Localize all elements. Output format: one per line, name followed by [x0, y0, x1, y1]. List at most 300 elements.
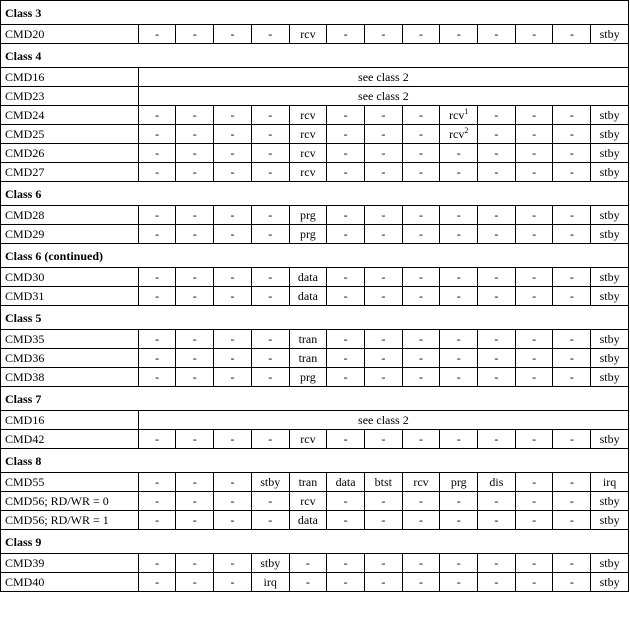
- state-cell: data: [289, 511, 327, 530]
- state-cell: -: [138, 206, 176, 225]
- state-cell: rcv: [402, 473, 440, 492]
- state-cell: -: [327, 144, 365, 163]
- state-cell: -: [214, 268, 252, 287]
- state-cell: prg: [289, 206, 327, 225]
- state-cell: -: [515, 349, 553, 368]
- class-header: Class 9: [1, 530, 629, 554]
- state-cell: -: [553, 492, 591, 511]
- state-cell: btst: [364, 473, 402, 492]
- command-cell: CMD25: [1, 125, 139, 144]
- state-cell: prg: [289, 368, 327, 387]
- table-row: [1, 330, 629, 349]
- state-cell: -: [440, 573, 478, 592]
- state-cell: -: [176, 492, 214, 511]
- command-cell: CMD39: [1, 554, 139, 573]
- state-cell: -: [553, 430, 591, 449]
- state-cell: -: [176, 473, 214, 492]
- state-cell: stby: [591, 349, 629, 368]
- state-cell: -: [176, 287, 214, 306]
- state-cell: -: [515, 106, 553, 125]
- see-class-cell: see class 2: [138, 411, 628, 430]
- state-cell: -: [402, 511, 440, 530]
- state-cell: -: [364, 268, 402, 287]
- state-cell: -: [402, 106, 440, 125]
- state-cell: -: [515, 163, 553, 182]
- command-cell: CMD16: [1, 411, 139, 430]
- state-cell: -: [138, 163, 176, 182]
- table-row: [1, 473, 629, 492]
- state-cell: -: [138, 287, 176, 306]
- table-row: [1, 87, 629, 106]
- state-cell: -: [327, 573, 365, 592]
- state-cell: -: [251, 287, 289, 306]
- state-cell: -: [402, 25, 440, 44]
- command-cell: CMD55: [1, 473, 139, 492]
- state-cell: -: [402, 430, 440, 449]
- class-header: Class 6 (continued): [1, 244, 629, 268]
- state-cell: -: [176, 125, 214, 144]
- state-cell: tran: [289, 330, 327, 349]
- state-cell: -: [364, 25, 402, 44]
- state-cell: -: [440, 368, 478, 387]
- state-cell: -: [214, 430, 252, 449]
- table-row: [1, 68, 629, 87]
- state-cell: -: [440, 163, 478, 182]
- state-cell: -: [440, 492, 478, 511]
- table-row: [1, 25, 629, 44]
- table-row: [1, 206, 629, 225]
- state-cell: -: [251, 125, 289, 144]
- state-cell: -: [214, 511, 252, 530]
- state-cell: -: [478, 511, 516, 530]
- table-body: [1, 1, 629, 592]
- state-cell: -: [214, 492, 252, 511]
- table-row: [1, 349, 629, 368]
- state-cell: stby: [591, 368, 629, 387]
- state-cell: stby: [591, 125, 629, 144]
- state-cell: -: [553, 268, 591, 287]
- state-cell: -: [251, 430, 289, 449]
- state-cell: -: [214, 330, 252, 349]
- state-cell: rcv: [289, 125, 327, 144]
- command-cell: CMD35: [1, 330, 139, 349]
- state-cell: dis: [478, 473, 516, 492]
- command-cell: CMD27: [1, 163, 139, 182]
- footnote-marker: 1: [464, 106, 469, 116]
- state-cell: -: [553, 206, 591, 225]
- state-cell: -: [515, 268, 553, 287]
- state-cell: -: [402, 349, 440, 368]
- command-cell: CMD56; RD/WR = 1: [1, 511, 139, 530]
- class-header-row: [1, 244, 629, 268]
- state-cell: -: [553, 330, 591, 349]
- state-cell: -: [553, 573, 591, 592]
- state-cell: -: [251, 163, 289, 182]
- state-cell: [440, 106, 478, 125]
- state-cell: -: [364, 144, 402, 163]
- state-cell: -: [478, 163, 516, 182]
- state-cell: -: [478, 554, 516, 573]
- state-cell: stby: [251, 473, 289, 492]
- state-cell: -: [553, 554, 591, 573]
- class-header-row: [1, 44, 629, 68]
- state-cell: -: [364, 430, 402, 449]
- class-header: Class 4: [1, 44, 629, 68]
- table-row: [1, 430, 629, 449]
- state-cell: -: [251, 206, 289, 225]
- command-cell: CMD20: [1, 25, 139, 44]
- state-cell: -: [553, 106, 591, 125]
- state-cell: -: [214, 106, 252, 125]
- state-cell: -: [214, 25, 252, 44]
- state-cell: -: [402, 573, 440, 592]
- state-cell: -: [364, 106, 402, 125]
- state-cell: -: [440, 144, 478, 163]
- state-cell: -: [553, 349, 591, 368]
- state-cell: -: [214, 225, 252, 244]
- command-cell: CMD36: [1, 349, 139, 368]
- state-cell: stby: [591, 573, 629, 592]
- state-cell: data: [289, 268, 327, 287]
- state-cell: stby: [591, 268, 629, 287]
- state-cell: -: [478, 125, 516, 144]
- class-header-row: [1, 182, 629, 206]
- state-cell: -: [440, 554, 478, 573]
- state-cell: -: [251, 368, 289, 387]
- state-cell: -: [138, 473, 176, 492]
- state-cell: -: [176, 368, 214, 387]
- state-cell: -: [176, 225, 214, 244]
- state-cell: -: [214, 573, 252, 592]
- state-cell: -: [214, 287, 252, 306]
- state-cell: -: [327, 349, 365, 368]
- table-row: [1, 163, 629, 182]
- state-cell: -: [402, 554, 440, 573]
- state-cell: -: [138, 554, 176, 573]
- see-class-cell: see class 2: [138, 68, 628, 87]
- state-cell: -: [515, 368, 553, 387]
- state-cell: -: [440, 430, 478, 449]
- class-header: Class 7: [1, 387, 629, 411]
- state-cell: -: [515, 287, 553, 306]
- state-cell: -: [553, 144, 591, 163]
- state-cell: -: [176, 25, 214, 44]
- state-cell: -: [138, 268, 176, 287]
- state-cell: -: [176, 330, 214, 349]
- table-row: [1, 268, 629, 287]
- state-cell: prg: [289, 225, 327, 244]
- state-cell: -: [327, 287, 365, 306]
- state-cell: -: [364, 206, 402, 225]
- state-cell: -: [327, 206, 365, 225]
- state-cell: -: [515, 25, 553, 44]
- class-header-row: [1, 449, 629, 473]
- state-cell: -: [478, 25, 516, 44]
- state-cell: stby: [591, 206, 629, 225]
- state-cell: -: [251, 511, 289, 530]
- state-cell: -: [364, 287, 402, 306]
- state-cell: stby: [591, 287, 629, 306]
- state-cell: -: [553, 25, 591, 44]
- state-cell: -: [553, 163, 591, 182]
- state-cell: -: [402, 125, 440, 144]
- state-cell: -: [402, 330, 440, 349]
- command-cell: CMD56; RD/WR = 0: [1, 492, 139, 511]
- state-cell: -: [515, 554, 553, 573]
- state-cell: stby: [591, 430, 629, 449]
- state-value: rcv: [449, 126, 465, 141]
- class-header: Class 5: [1, 306, 629, 330]
- state-cell: -: [327, 492, 365, 511]
- state-cell: -: [553, 287, 591, 306]
- class-header: Class 3: [1, 1, 629, 25]
- state-cell: data: [289, 287, 327, 306]
- state-cell: -: [138, 25, 176, 44]
- state-cell: -: [515, 473, 553, 492]
- command-cell: CMD23: [1, 87, 139, 106]
- command-cell: CMD24: [1, 106, 139, 125]
- state-cell: stby: [591, 492, 629, 511]
- state-cell: -: [176, 206, 214, 225]
- state-cell: -: [138, 106, 176, 125]
- command-cell: CMD40: [1, 573, 139, 592]
- state-cell: -: [138, 430, 176, 449]
- state-cell: -: [327, 511, 365, 530]
- state-cell: -: [176, 163, 214, 182]
- state-cell: tran: [289, 349, 327, 368]
- state-cell: -: [440, 206, 478, 225]
- class-header-row: [1, 306, 629, 330]
- state-cell: -: [402, 368, 440, 387]
- table-row: [1, 511, 629, 530]
- state-cell: -: [251, 268, 289, 287]
- state-cell: rcv: [289, 492, 327, 511]
- state-cell: -: [478, 106, 516, 125]
- command-cell: CMD16: [1, 68, 139, 87]
- state-cell: -: [251, 225, 289, 244]
- state-cell: -: [138, 349, 176, 368]
- state-cell: -: [515, 144, 553, 163]
- state-cell: -: [440, 225, 478, 244]
- state-cell: -: [515, 492, 553, 511]
- state-cell: -: [214, 163, 252, 182]
- state-cell: -: [138, 330, 176, 349]
- state-cell: -: [515, 430, 553, 449]
- state-cell: -: [364, 163, 402, 182]
- state-cell: -: [289, 554, 327, 573]
- state-cell: -: [138, 573, 176, 592]
- state-cell: -: [440, 25, 478, 44]
- state-cell: -: [327, 368, 365, 387]
- state-cell: -: [515, 225, 553, 244]
- state-cell: -: [440, 330, 478, 349]
- state-cell: -: [138, 492, 176, 511]
- table-row: [1, 125, 629, 144]
- state-cell: -: [553, 473, 591, 492]
- state-cell: -: [176, 554, 214, 573]
- state-cell: prg: [440, 473, 478, 492]
- state-cell: -: [138, 144, 176, 163]
- state-cell: data: [327, 473, 365, 492]
- state-cell: -: [440, 268, 478, 287]
- state-cell: -: [214, 349, 252, 368]
- state-cell: -: [138, 368, 176, 387]
- state-cell: -: [478, 144, 516, 163]
- table-row: [1, 368, 629, 387]
- state-cell: stby: [591, 554, 629, 573]
- state-cell: stby: [591, 144, 629, 163]
- state-cell: -: [364, 368, 402, 387]
- state-cell: -: [364, 511, 402, 530]
- class-header-row: [1, 387, 629, 411]
- state-cell: -: [402, 268, 440, 287]
- state-cell: rcv: [289, 163, 327, 182]
- state-cell: -: [327, 225, 365, 244]
- state-cell: stby: [591, 511, 629, 530]
- table-row: [1, 144, 629, 163]
- table-row: [1, 225, 629, 244]
- state-cell: -: [214, 206, 252, 225]
- state-cell: -: [478, 225, 516, 244]
- state-cell: -: [364, 225, 402, 244]
- state-cell: -: [289, 573, 327, 592]
- table-row: [1, 573, 629, 592]
- state-cell: -: [478, 268, 516, 287]
- state-cell: -: [440, 287, 478, 306]
- state-cell: -: [327, 430, 365, 449]
- state-cell: -: [478, 430, 516, 449]
- state-cell: -: [327, 106, 365, 125]
- state-cell: [440, 125, 478, 144]
- state-cell: stby: [591, 163, 629, 182]
- state-cell: -: [553, 225, 591, 244]
- state-cell: stby: [591, 330, 629, 349]
- state-cell: -: [327, 163, 365, 182]
- state-cell: -: [214, 473, 252, 492]
- state-cell: -: [251, 144, 289, 163]
- table-row: [1, 554, 629, 573]
- state-cell: -: [440, 511, 478, 530]
- state-cell: -: [214, 554, 252, 573]
- state-cell: -: [478, 492, 516, 511]
- state-cell: -: [176, 430, 214, 449]
- state-cell: -: [138, 125, 176, 144]
- state-cell: irq: [591, 473, 629, 492]
- state-cell: -: [478, 330, 516, 349]
- table-row: [1, 287, 629, 306]
- state-cell: -: [176, 349, 214, 368]
- table-row: [1, 106, 629, 125]
- command-cell: CMD38: [1, 368, 139, 387]
- state-cell: -: [138, 511, 176, 530]
- command-cell: CMD29: [1, 225, 139, 244]
- state-cell: -: [515, 511, 553, 530]
- state-cell: rcv: [289, 25, 327, 44]
- class-header: Class 8: [1, 449, 629, 473]
- state-cell: rcv: [289, 430, 327, 449]
- table-row: [1, 492, 629, 511]
- state-cell: -: [364, 573, 402, 592]
- state-cell: -: [327, 25, 365, 44]
- command-cell: CMD31: [1, 287, 139, 306]
- state-cell: -: [251, 25, 289, 44]
- state-cell: -: [214, 368, 252, 387]
- state-cell: tran: [289, 473, 327, 492]
- footnote-marker: 2: [464, 125, 469, 135]
- state-cell: -: [402, 144, 440, 163]
- state-cell: -: [402, 492, 440, 511]
- state-cell: -: [478, 573, 516, 592]
- table-row: [1, 411, 629, 430]
- state-cell: -: [176, 144, 214, 163]
- state-cell: -: [478, 206, 516, 225]
- state-cell: -: [251, 349, 289, 368]
- state-cell: -: [364, 554, 402, 573]
- state-cell: -: [364, 125, 402, 144]
- state-cell: -: [214, 125, 252, 144]
- command-cell: CMD28: [1, 206, 139, 225]
- state-cell: -: [402, 163, 440, 182]
- command-cell: CMD30: [1, 268, 139, 287]
- state-cell: -: [478, 349, 516, 368]
- state-cell: -: [327, 268, 365, 287]
- state-cell: -: [176, 268, 214, 287]
- class-header-row: [1, 530, 629, 554]
- state-cell: -: [515, 330, 553, 349]
- state-cell: -: [327, 554, 365, 573]
- state-cell: -: [478, 368, 516, 387]
- state-cell: rcv: [289, 144, 327, 163]
- state-cell: -: [478, 287, 516, 306]
- state-cell: -: [553, 125, 591, 144]
- state-cell: -: [440, 349, 478, 368]
- state-cell: -: [138, 225, 176, 244]
- state-cell: irq: [251, 573, 289, 592]
- state-cell: -: [251, 492, 289, 511]
- see-class-cell: see class 2: [138, 87, 628, 106]
- state-cell: -: [176, 106, 214, 125]
- state-value: rcv: [449, 107, 465, 122]
- state-cell: -: [553, 511, 591, 530]
- state-cell: -: [553, 368, 591, 387]
- state-cell: -: [327, 330, 365, 349]
- command-cell: CMD42: [1, 430, 139, 449]
- command-cell: CMD26: [1, 144, 139, 163]
- state-cell: rcv: [289, 106, 327, 125]
- class-header: Class 6: [1, 182, 629, 206]
- state-cell: stby: [251, 554, 289, 573]
- state-cell: -: [515, 125, 553, 144]
- state-cell: -: [402, 287, 440, 306]
- state-cell: stby: [591, 106, 629, 125]
- state-cell: stby: [591, 25, 629, 44]
- state-cell: -: [364, 492, 402, 511]
- state-cell: -: [176, 511, 214, 530]
- state-cell: -: [214, 144, 252, 163]
- state-cell: -: [327, 125, 365, 144]
- state-cell: -: [364, 330, 402, 349]
- state-cell: -: [515, 206, 553, 225]
- state-cell: -: [402, 206, 440, 225]
- state-cell: -: [515, 573, 553, 592]
- state-cell: -: [176, 573, 214, 592]
- class-header-row: [1, 1, 629, 25]
- state-cell: -: [251, 106, 289, 125]
- state-cell: stby: [591, 225, 629, 244]
- state-cell: -: [402, 225, 440, 244]
- state-cell: -: [364, 349, 402, 368]
- state-cell: -: [251, 330, 289, 349]
